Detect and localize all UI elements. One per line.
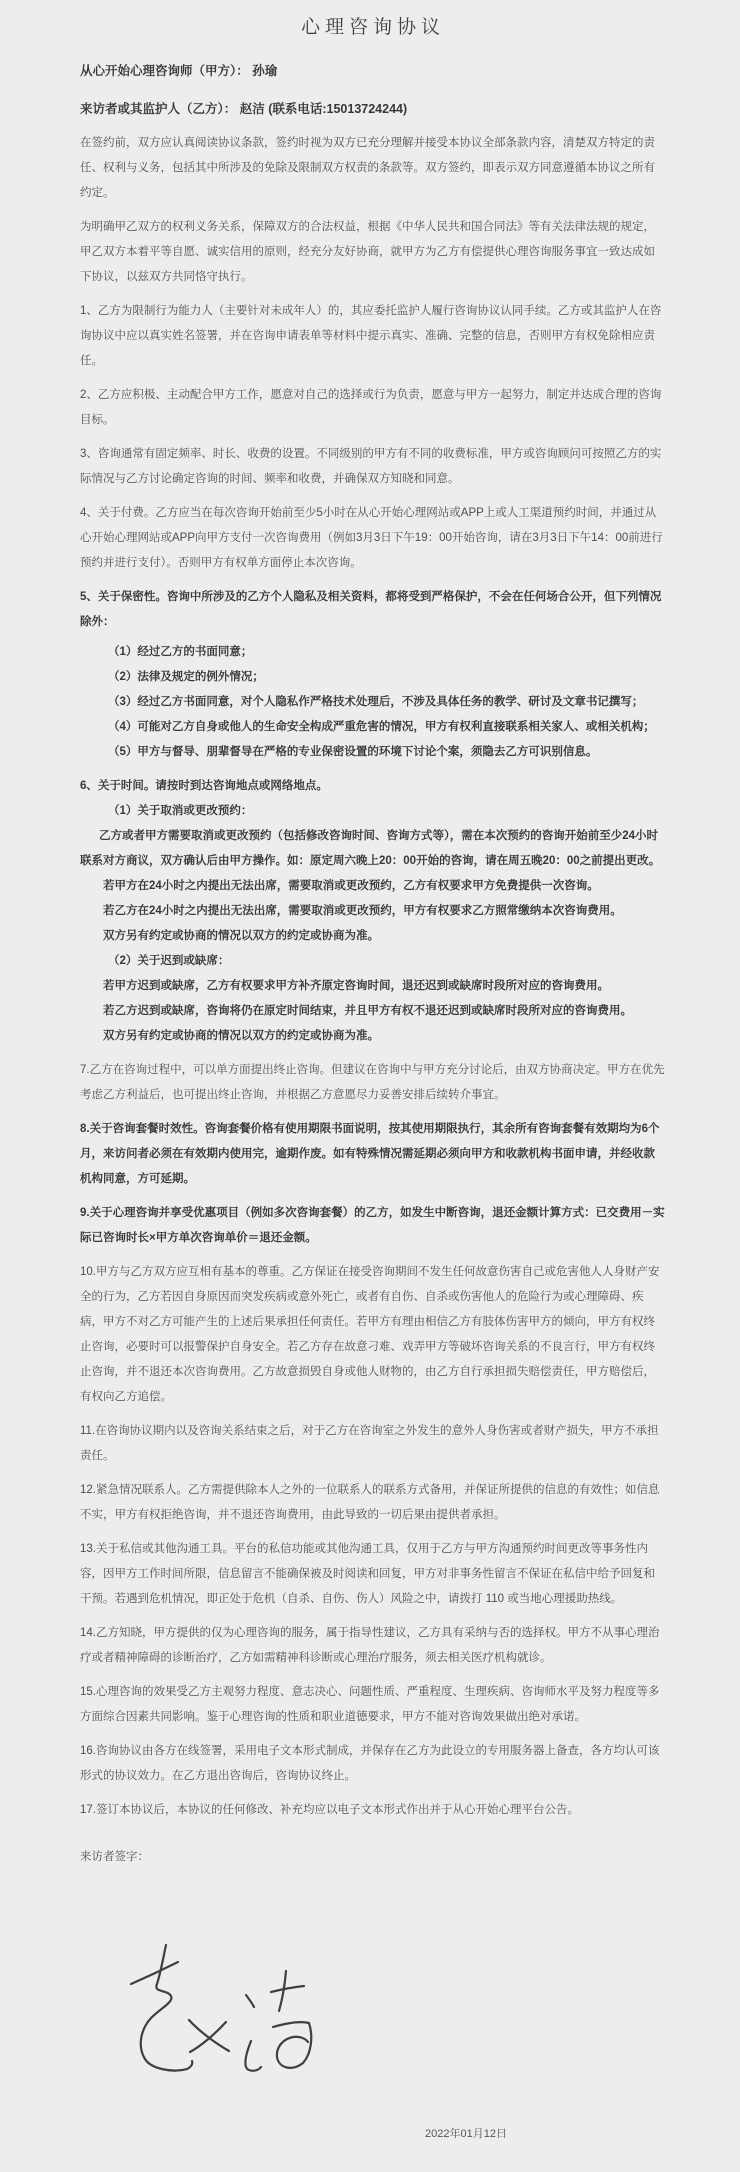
- clause-6-item-1-title: （1）关于取消或更改预约：: [108, 805, 253, 817]
- clause-7: 7.乙方在咨询过程中，可以单方面提出终止咨询。但建议在咨询中与甲方充分讨论后，由双方协商决定。甲方在优先考虑乙方利益后，也可提出终止咨询，并根据乙方意愿尽力妥善安排后续转介事宜。: [80, 1064, 665, 1101]
- clause-6-item-1-rule-a: 若甲方在24小时之内提出无法出席，需要取消或更改预约，乙方有权要求甲方免费提供一次咨询。: [103, 880, 599, 892]
- clause-5-item-1: （1）经过乙方的书面同意；: [108, 646, 253, 658]
- signature-image: [122, 1936, 317, 2076]
- clause-14: 14.乙方知晓，甲方提供的仅为心理咨询的服务，属于指导性建议，乙方具有采纳与否的选择权。甲方不从事心理治疗或者精神障碍的诊断治疗，乙方如需精神科诊断或心理治疗服务，须去相关医疗机构就诊。: [80, 1627, 660, 1664]
- clause-17: 17.签订本协议后，本协议的任何修改、补充均应以电子文本形式作出并于从心开始心理平台公告。: [80, 1804, 579, 1816]
- clause-6-heading: 6、关于时间。请按时到达咨询地点或网络地点。: [80, 780, 328, 792]
- clause-9: 9.关于心理咨询并享受优惠项目（例如多次咨询套餐）的乙方，如发生中断咨询，退还金额计算方式：已交费用－实际已咨询时长×甲方单次咨询单价＝退还金额。: [80, 1207, 665, 1244]
- clause-5-item-2: （2）法律及规定的例外情况；: [108, 671, 264, 683]
- clause-5-item-4: （4）可能对乙方自身或他人的生命安全构成严重危害的情况，甲方有权利直接联系相关家人、或相关机构；: [108, 721, 655, 733]
- clause-6-item-2-rule-c: 双方另有约定或协商的情况以双方的约定或协商为准。: [103, 1030, 379, 1042]
- clause-11: 11.在咨询协议期内以及咨询关系结束之后，对于乙方在咨询室之外发生的意外人身伤害或者财产损失，甲方不承担责任。: [80, 1425, 659, 1462]
- clause-6: [80, 774, 666, 1049]
- clause-6-item-2-rule-a: 若甲方迟到或缺席，乙方有权要求甲方补齐原定咨询时间，退还迟到或缺席时段所对应的咨询费用。: [103, 980, 609, 992]
- clause-4: 4、关于付费。乙方应当在每次咨询开始前至少5小时在从心开始心理网站或APP上或人工渠道预约时间，并通过从心开始心理网站或APP向甲方支付一次咨询费用（例如3月3日下午19：00开始咨询，请在3月3日下午14：00前进行预约并进行支付）。否则甲方有权单方面停止本次咨询。: [80, 507, 663, 569]
- clause-6-item-1-rule-c: 双方另有约定或协商的情况以双方的约定或协商为准。: [103, 930, 379, 942]
- clause-16: 16.咨询协议由各方在线签署，采用电子文本形式制成，并保存在乙方为此设立的专用服务器上备查，各方均认可该形式的协议效力。在乙方退出咨询后，咨询协议终止。: [80, 1745, 660, 1782]
- signature-date-row: [80, 2124, 666, 2144]
- clause-6-item-1-rule-b: 若乙方在24小时之内提出无法出席，需要取消或更改预约，甲方有权要求乙方照常缴纳本次咨询费用。: [103, 905, 622, 917]
- clause-5-item-3: （3）经过乙方书面同意，对个人隐私作严格技术处理后，不涉及具体任务的教学、研讨及文章书记撰写；: [108, 696, 644, 708]
- signature-date: 2022年01月12日: [425, 2128, 507, 2140]
- party-a-line: 从心开始心理咨询师（甲方）： 孙瑜: [80, 64, 278, 78]
- clause-5-heading: 5、关于保密性。咨询中所涉及的乙方个人隐私及相关资料，都将受到严格保护，不会在任何场合公开，但下列情况除外：: [80, 591, 662, 628]
- clause-6-item-1-body: 乙方或者甲方需要取消或更改预约（包括修改咨询时间、咨询方式等），需在本次预约的咨询开始前至少24小时联系对方商议，双方确认后由甲方操作。如：原定周六晚上20：00开始的咨询，请在周五晚20：00之前提出更改。: [80, 830, 661, 867]
- clause-15: 15.心理咨询的效果受乙方主观努力程度、意志决心、问题性质、严重程度、生理疾病、咨询师水平及努力程度等多方面综合因素共同影响。鉴于心理咨询的性质和职业道德要求，甲方不能对咨询效果做出绝对承诺。: [80, 1686, 660, 1723]
- clause-2: 2、乙方应积极、主动配合甲方工作，愿意对自己的选择或行为负责，愿意与甲方一起努力，制定并达成合理的咨询目标。: [80, 389, 662, 426]
- clause-5: [80, 585, 666, 765]
- page-title: 心理咨询协议: [300, 17, 445, 38]
- clause-8: 8.关于咨询套餐时效性。咨询套餐价格有使用期限书面说明，按其使用期限执行，其余所有咨询套餐有效期均为6个月，来访问者必须在有效期内使用完，逾期作废。如有特殊情况需延期必须向甲方和收款机构书面申请，并经收款机构同意，方可延期。: [80, 1123, 660, 1185]
- intro-paragraph-1: 在签约前，双方应认真阅读协议条款，签约时视为双方已充分理解并接受本协议全部条款内容，清楚双方特定的责任、权利与义务，包括其中所涉及的免除及限制双方权责的条款等。双方签约，即表示双方同意遵循本协议之所有约定。: [80, 137, 655, 199]
- clause-13: 13.关于私信或其他沟通工具。平台的私信功能或其他沟通工具，仅用于乙方与甲方沟通预约时间更改等事务性内容，因甲方工作时间所限，信息留言不能确保被及时阅读和回复，甲方对非事务性留言不保证在私信中给予回复和干预。若遇到危机情况，即正处于危机（自杀、自伤、伤人）风险之中，请拨打 110 或当地心理援助热线。: [80, 1543, 655, 1605]
- clause-1: 1、乙方为限制行为能力人（主要针对未成年人）的，其应委托监护人履行咨询协议认同手续。乙方或其监护人在咨询协议中应以真实姓名签署，并在咨询申请表单等材料中提示真实、准确、完整的信息，否则甲方有权免除相应责任。: [80, 305, 662, 367]
- clause-10: 10.甲方与乙方双方应互相有基本的尊重。乙方保证在接受咨询期间不发生任何故意伤害自己或危害他人人身财产安全的行为，乙方若因自身原因而突发疾病或意外死亡，或者有自伤、自杀或伤害他人的危险行为或心理障碍、疾病，甲方不对乙方可能产生的上述后果承担任何责任。若甲方有理由相信乙方有肢体伤害甲方的倾向，甲方有权终止咨询，必要时可以报警保护自身安全。若乙方存在故意刁难、戏弄甲方等破坏咨询关系的不良言行，甲方有权终止咨询，并不退还本次咨询费用。乙方故意损毁自身或他人财物的，由乙方自行承担损失赔偿责任，甲方赔偿后，有权向乙方追偿。: [80, 1266, 660, 1403]
- clause-12: 12.紧急情况联系人。乙方需提供除本人之外的一位联系人的联系方式备用，并保证所提供的信息的有效性；如信息不实，甲方有权拒绝咨询，并不退还咨询费用，由此导致的一切后果由提供者承担。: [80, 1484, 660, 1521]
- clause-3: 3、咨询通常有固定频率、时长、收费的设置。不同级别的甲方有不同的收费标准，甲方或咨询顾问可按照乙方的实际情况与乙方讨论确定咨询的时间、频率和收费，并确保双方知晓和同意。: [80, 448, 662, 485]
- signature-area: [122, 1936, 666, 2076]
- party-b-line: 来访者或其监护人（乙方）： 赵洁 (联系电话:15013724244): [80, 102, 408, 116]
- clause-6-item-2-rule-b: 若乙方迟到或缺席，咨询将仍在原定时间结束，并且甲方有权不退还迟到或缺席时段所对应的咨询费用。: [103, 1005, 632, 1017]
- clause-5-item-5: （5）甲方与督导、朋辈督导在严格的专业保密设置的环境下讨论个案，须隐去乙方可识别信息。: [108, 746, 598, 758]
- clause-6-item-2-title: （2）关于迟到或缺席：: [108, 955, 230, 967]
- visitor-signature-label: 来访者签字：: [80, 1851, 149, 1863]
- intro-paragraph-2: 为明确甲乙双方的权利义务关系，保障双方的合法权益，根据《中华人民共和国合同法》等有关法律法规的规定，甲乙双方本着平等自愿、诚实信用的原则，经充分友好协商，就甲方为乙方有偿提供心理咨询服务事宜一致达成如下协议，以兹双方共同恪守执行。: [80, 221, 655, 283]
